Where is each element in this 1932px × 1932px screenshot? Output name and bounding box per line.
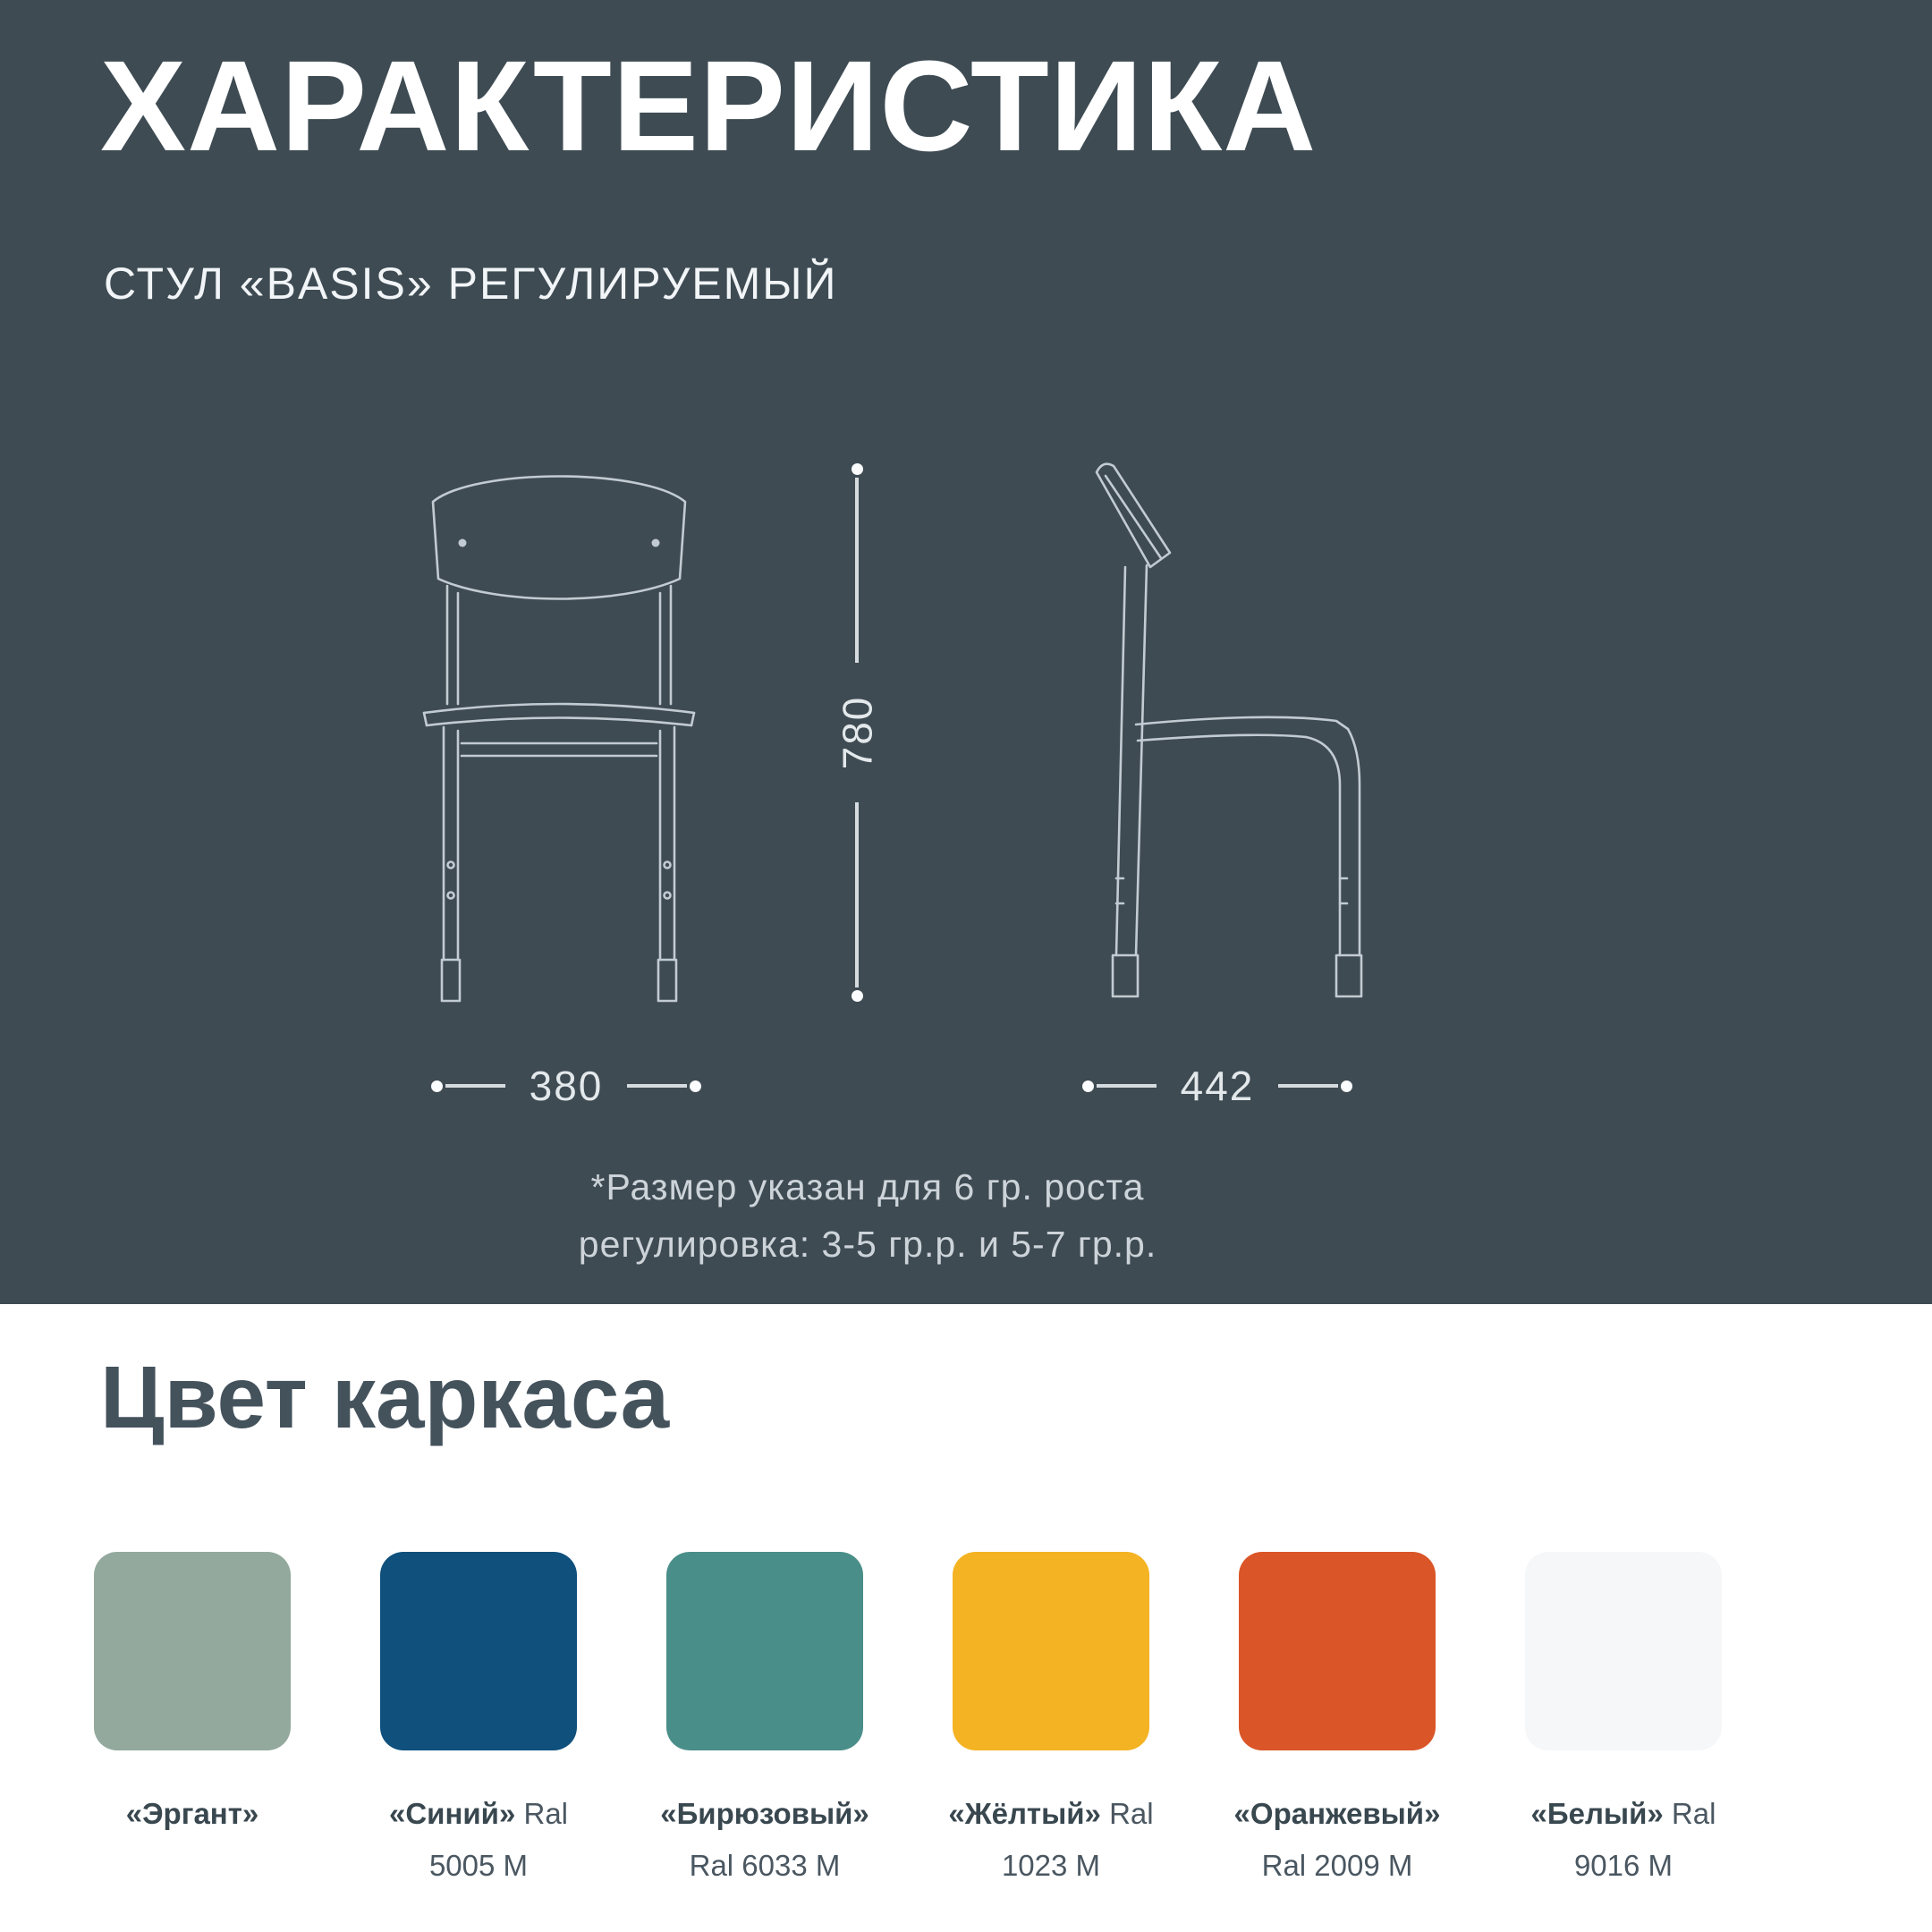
dimension-line: [445, 1084, 505, 1088]
dimension-endpoint-dot: [431, 1080, 443, 1092]
color-name: «Синий»: [388, 1797, 516, 1830]
color-swatch-row: [94, 1552, 1722, 1892]
dimension-line: [855, 802, 859, 987]
color-swatch-orange: [1239, 1552, 1436, 1750]
side-depth-dimension: [1082, 1063, 1352, 1109]
product-subtitle: СТУЛ «BASIS» РЕГУЛИРУЕМЫЙ: [104, 258, 838, 309]
dimension-label-box: [820, 665, 894, 800]
color-swatch-label: [85, 1788, 300, 1840]
size-footnote-line1: *Размер указан для 6 гр. роста: [590, 1166, 1145, 1208]
color-swatch-label: [657, 1788, 872, 1892]
color-name: «Оранжевый»: [1233, 1797, 1441, 1830]
color-swatch-yellow: [953, 1552, 1149, 1750]
color-ral-code: Ral 2009 M: [1261, 1848, 1413, 1882]
color-swatch-card: [94, 1552, 291, 1892]
color-ral-code: Ral 6033 M: [689, 1848, 841, 1882]
side-depth-dimension-label: 442: [1180, 1063, 1255, 1109]
color-swatch-card: [380, 1552, 577, 1892]
color-swatch-blue: [380, 1552, 577, 1750]
color-swatch-ergant: [94, 1552, 291, 1750]
chair-front-view-drawing: [420, 461, 698, 1006]
dimension-line: [627, 1084, 687, 1088]
front-width-dimension-label: 380: [529, 1063, 604, 1109]
color-swatch-card: [1525, 1552, 1722, 1892]
color-swatch-card: [1233, 1552, 1441, 1892]
dimension-endpoint-dot: [852, 990, 863, 1002]
dimension-line: [1278, 1084, 1338, 1088]
color-name: «Жёлтый»: [948, 1797, 1101, 1830]
color-ral-code: Ral 5005 M: [428, 1797, 569, 1882]
frame-colors-section: [0, 1304, 1932, 1932]
color-swatch-label: [371, 1788, 586, 1892]
frame-colors-heading: Цвет каркаса: [100, 1348, 670, 1446]
color-ral-code: Ral 9016 M: [1573, 1797, 1716, 1882]
color-name: «Эргант»: [125, 1797, 259, 1830]
color-swatch-turquoise: [666, 1552, 863, 1750]
height-dimension-label: 780: [834, 695, 880, 770]
dimension-endpoint-dot: [1082, 1080, 1094, 1092]
dimension-endpoint-dot: [690, 1080, 701, 1092]
dimension-line: [1097, 1084, 1157, 1088]
color-swatch-label: [1516, 1788, 1731, 1892]
color-swatch-label: [944, 1788, 1158, 1892]
dimension-endpoint-dot: [1341, 1080, 1352, 1092]
size-footnote-line2: регулировка: 3-5 гр.р. и 5-7 гр.р.: [578, 1223, 1157, 1265]
color-swatch-card: [660, 1552, 869, 1892]
color-name: «Белый»: [1530, 1797, 1664, 1830]
chair-side-view-drawing: [1038, 458, 1386, 1008]
color-ral-code: Ral 1023 M: [1001, 1797, 1154, 1882]
front-width-dimension: [431, 1063, 701, 1109]
dimension-line: [855, 478, 859, 663]
dimension-endpoint-dot: [852, 463, 863, 475]
height-dimension: [832, 463, 882, 1002]
color-name: «Бирюзовый»: [660, 1797, 869, 1830]
color-swatch-white: [1525, 1552, 1722, 1750]
size-footnote: [394, 1159, 1342, 1273]
color-swatch-card: [948, 1552, 1154, 1892]
page-title: ХАРАКТЕРИСТИКА: [100, 34, 1318, 178]
color-swatch-label: [1230, 1788, 1445, 1892]
